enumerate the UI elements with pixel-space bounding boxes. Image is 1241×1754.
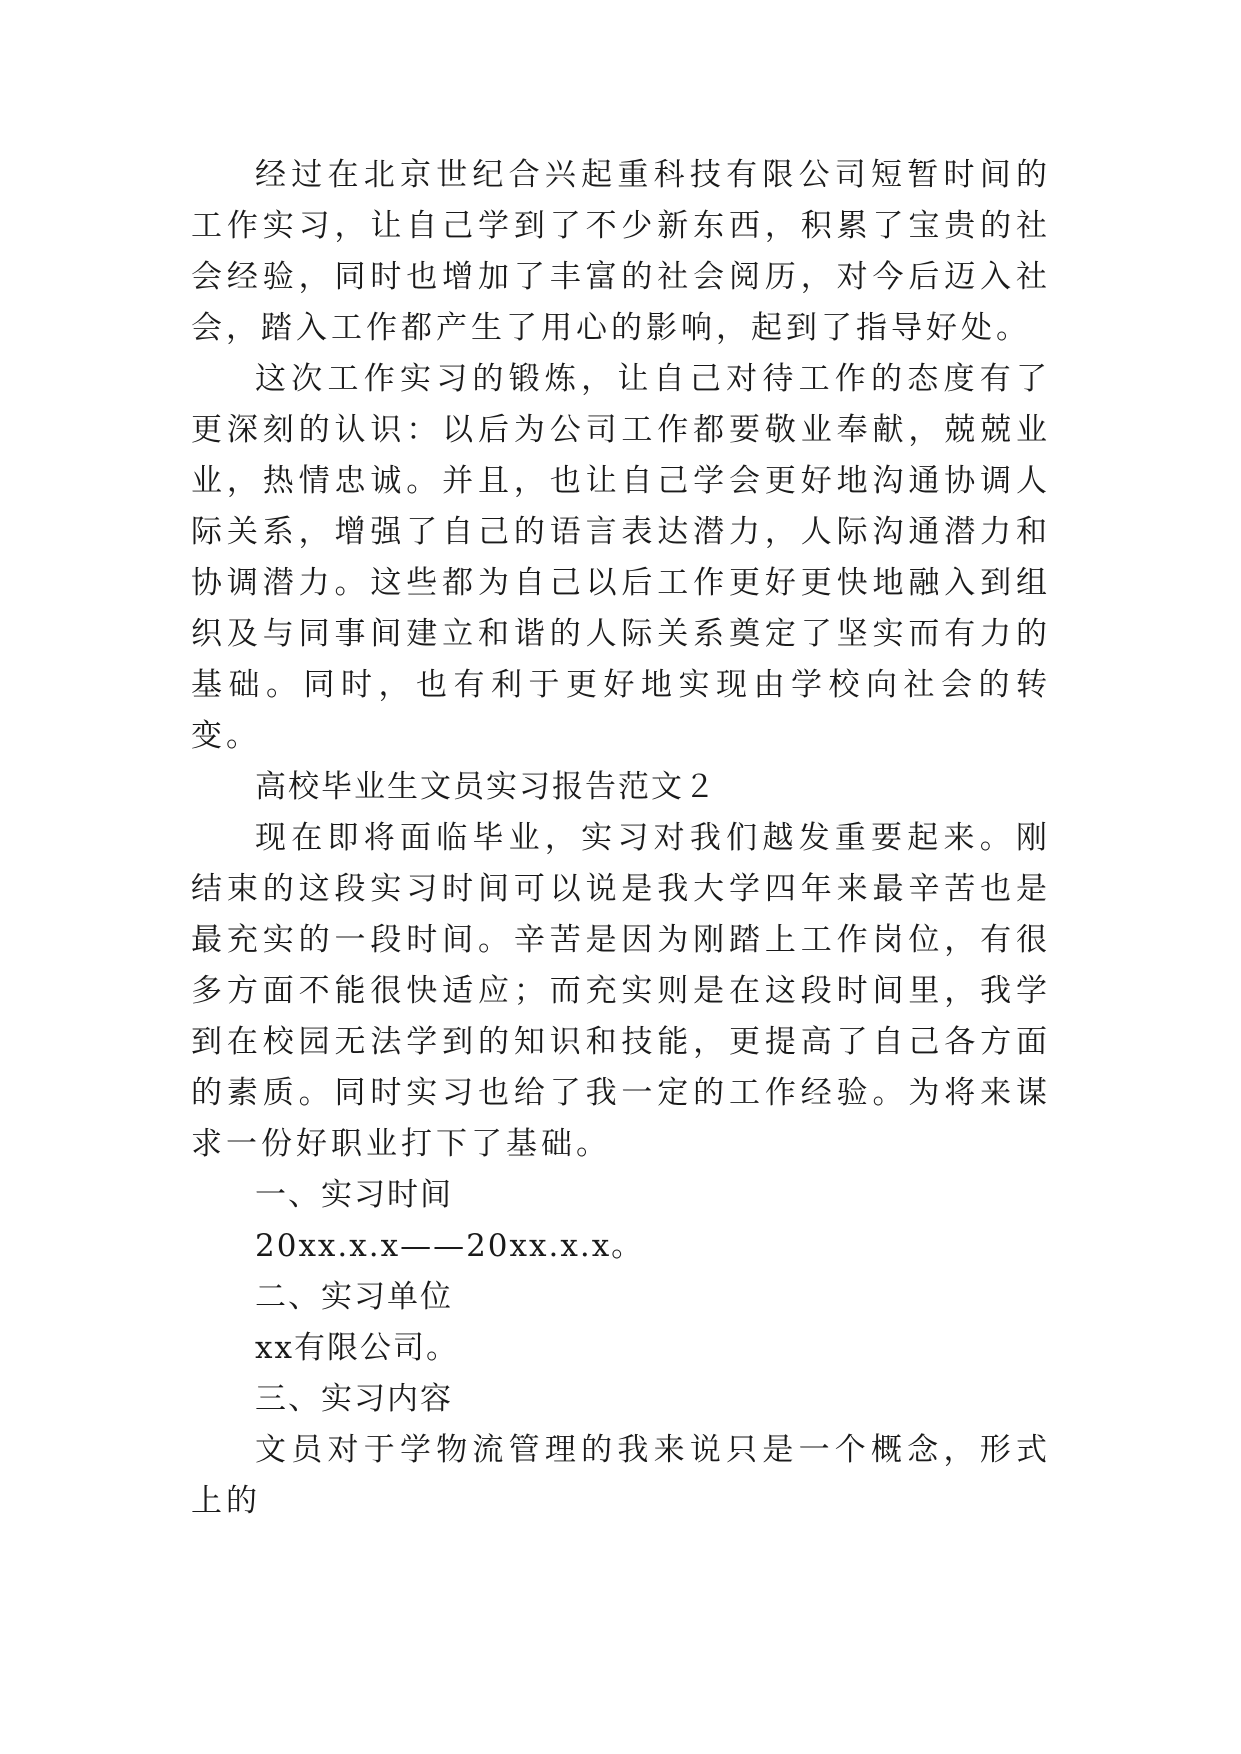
heading-internship-time: 一、实习时间 (255, 1177, 453, 1213)
document-body (191, 150, 1051, 1527)
paragraph-internship-summary: 经过在北京世纪合兴起重科技有限公司短暂时间的工作实习，让自己学到了不少新东西，积累了宝贵的社会经验，同时也增加了丰富的社会阅历，对今后迈入社会，踏入工作都产生了用心的影响，起到了指导好处。 (191, 157, 1051, 346)
internship-company: xx有限公司。 (255, 1330, 459, 1366)
paragraph-internship-content: 文员对于学物流管理的我来说只是一个概念，形式上的 (191, 1432, 1051, 1519)
internship-date-range: 20xx.x.x——20xx.x.x。 (255, 1228, 645, 1264)
heading-internship-unit: 二、实习单位 (255, 1279, 453, 1315)
paragraph-introduction: 现在即将面临毕业，实习对我们越发重要起来。刚结束的这段实习时间可以说是我大学四年来最辛苦也是最充实的一段时间。辛苦是因为刚踏上工作岗位，有很多方面不能很快适应；而充实则是在这段时间里，我学到在校园无法学到的知识和技能，更提高了自己各方面的素质。同时实习也给了我一定的工作经验。为将来谋求一份好职业打下了基础。 (191, 820, 1051, 1162)
paragraph-internship-reflection: 这次工作实习的锻炼，让自己对待工作的态度有了更深刻的认识：以后为公司工作都要敬业奉献，兢兢业业，热情忠诚。并且，也让自己学会更好地沟通协调人际关系，增强了自己的语言表达潜力，人际沟通潜力和协调潜力。这些都为自己以后工作更好更快地融入到组织及与同事间建立和谐的人际关系奠定了坚实而有力的基础。同时，也有利于更好地实现由学校向社会的转变。 (191, 361, 1051, 754)
heading-internship-content: 三、实习内容 (255, 1381, 453, 1417)
section-title-sample-2: 高校毕业生文员实习报告范文２ (255, 769, 717, 805)
